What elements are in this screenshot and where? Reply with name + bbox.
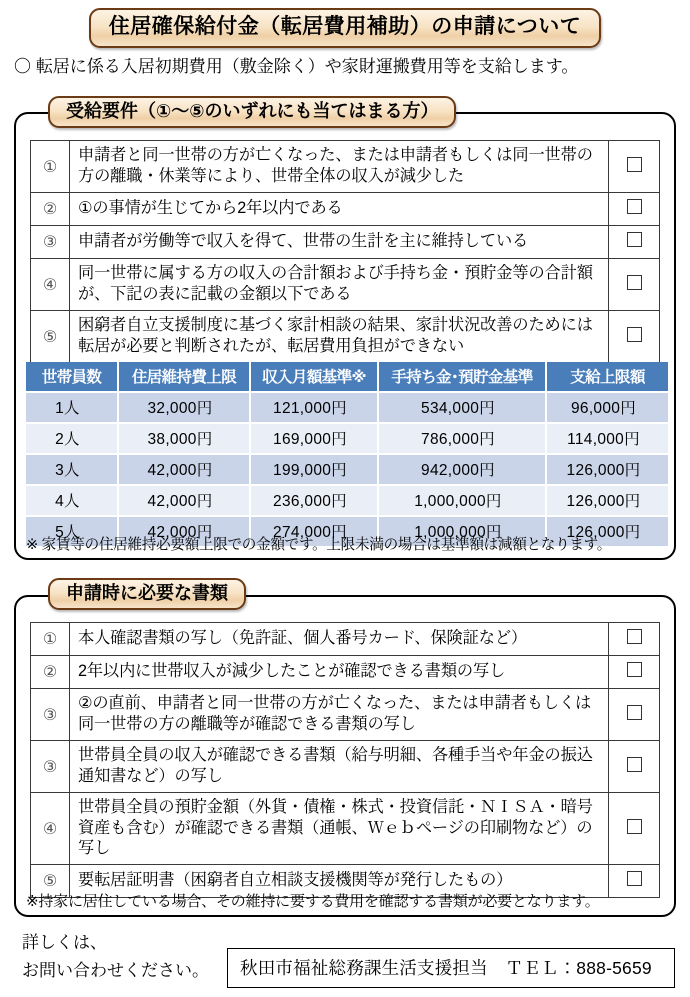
row-checkbox-cell[interactable] xyxy=(609,311,660,363)
cell-payment-cap: 126,000円 xyxy=(546,516,668,547)
row-checkbox-cell[interactable] xyxy=(609,259,660,311)
column-header: 収入月額基準※ xyxy=(250,362,378,392)
cell-household-size: 1人 xyxy=(26,392,118,423)
cell-housing-cap: 32,000円 xyxy=(118,392,250,423)
contact-prompt-line1: 詳しくは、 xyxy=(22,933,107,952)
row-text: 申請者と同一世帯の方が亡くなった、または申請者もしくは同一世帯の方の離職・休業等により、世帯全体の収入が減少した xyxy=(70,141,609,193)
column-header: 手持ち金･預貯金基準 xyxy=(378,362,546,392)
table-row xyxy=(31,141,660,193)
table-row xyxy=(31,741,660,793)
row-checkbox-cell[interactable] xyxy=(609,193,660,226)
checkbox-icon[interactable] xyxy=(627,157,642,172)
row-text: 2年以内に世帯収入が減少したことが確認できる書類の写し xyxy=(70,656,609,689)
table-row xyxy=(31,793,660,865)
column-header: 支給上限額 xyxy=(546,362,668,392)
checkbox-icon[interactable] xyxy=(627,871,642,886)
row-number: ③ xyxy=(31,689,70,741)
checkbox-icon[interactable] xyxy=(627,199,642,214)
cell-household-size: 3人 xyxy=(26,454,118,485)
cell-payment-cap: 126,000円 xyxy=(546,485,668,516)
cell-income-standard: 274,000円 xyxy=(250,516,378,547)
row-checkbox-cell[interactable] xyxy=(609,141,660,193)
cell-housing-cap: 38,000円 xyxy=(118,423,250,454)
row-number: ① xyxy=(31,141,70,193)
cell-housing-cap: 42,000円 xyxy=(118,454,250,485)
documents-section-label: 申請時に必要な書類 xyxy=(48,578,246,610)
checkbox-icon[interactable] xyxy=(627,819,642,834)
cell-income-standard: 169,000円 xyxy=(250,423,378,454)
row-number: ② xyxy=(31,193,70,226)
cell-household-size: 4人 xyxy=(26,485,118,516)
cell-savings-standard: 786,000円 xyxy=(378,423,546,454)
row-number: ③ xyxy=(31,741,70,793)
page-title-banner xyxy=(0,8,690,48)
cell-savings-standard: 534,000円 xyxy=(378,392,546,423)
table-row xyxy=(31,623,660,656)
intro-text: 〇 転居に係る入居初期費用（敷金除く）や家財運搬費用等を支給します。 xyxy=(14,57,579,76)
contact-info-box: 秋田市福祉総務課生活支援担当 ＴＥＬ：888-5659 xyxy=(227,948,675,988)
row-number: ① xyxy=(31,623,70,656)
row-number: ③ xyxy=(31,226,70,259)
row-text: 世帯員全員の預貯金額（外貨・債権・株式・投資信託・ＮＩＳＡ・暗号資産も含む）が確認できる書類（通帳、Ｗｅｂページの印刷物など）の写し xyxy=(70,793,609,865)
table-row xyxy=(26,454,668,485)
table-row xyxy=(31,259,660,311)
checkbox-icon[interactable] xyxy=(627,757,642,772)
column-header: 世帯員数 xyxy=(26,362,118,392)
row-text: ②の直前、申請者と同一世帯の方が亡くなった、または申請者もしくは同一世帯の方の離職等が確認できる書類の写し xyxy=(70,689,609,741)
cell-payment-cap: 126,000円 xyxy=(546,454,668,485)
checkbox-icon[interactable] xyxy=(627,629,642,644)
benefit-standards-table xyxy=(26,362,668,548)
row-number: ④ xyxy=(31,259,70,311)
row-text: 申請者が労働等で収入を得て、世帯の生計を主に維持している xyxy=(70,226,609,259)
row-checkbox-cell[interactable] xyxy=(609,623,660,656)
cell-household-size: 5人 xyxy=(26,516,118,547)
table-row xyxy=(31,311,660,363)
table-header-row xyxy=(26,362,668,392)
cell-savings-standard: 1,000,000円 xyxy=(378,516,546,547)
row-checkbox-cell[interactable] xyxy=(609,656,660,689)
cell-income-standard: 121,000円 xyxy=(250,392,378,423)
cell-savings-standard: 1,000,000円 xyxy=(378,485,546,516)
row-number: ⑤ xyxy=(31,865,70,898)
row-checkbox-cell[interactable] xyxy=(609,226,660,259)
checkbox-icon[interactable] xyxy=(627,705,642,720)
row-text: 本人確認書類の写し（免許証、個人番号カード、保険証など） xyxy=(70,623,609,656)
cell-income-standard: 199,000円 xyxy=(250,454,378,485)
row-text: 同一世帯に属する方の収入の合計額および手持ち金・預貯金等の合計額が、下記の表に記載の金額以下である xyxy=(70,259,609,311)
requirements-section-label: 受給要件（①～⑤のいずれにも当てはまる方） xyxy=(48,96,456,128)
cell-payment-cap: 96,000円 xyxy=(546,392,668,423)
table-row xyxy=(31,226,660,259)
row-checkbox-cell[interactable] xyxy=(609,689,660,741)
table-row xyxy=(31,656,660,689)
cell-income-standard: 236,000円 xyxy=(250,485,378,516)
table-row xyxy=(31,689,660,741)
row-text: 要転居証明書（困窮者自立相談支援機関等が発行したもの） xyxy=(70,865,609,898)
cell-payment-cap: 114,000円 xyxy=(546,423,668,454)
table-row xyxy=(31,193,660,226)
documents-note: ※持家に居住している場合、その維持に要する費用を確認する書類が必要となります。 xyxy=(26,893,600,910)
cell-household-size: 2人 xyxy=(26,423,118,454)
cell-savings-standard: 942,000円 xyxy=(378,454,546,485)
page-title: 住居確保給付金（転居費用補助）の申請について xyxy=(89,8,602,48)
row-number: ② xyxy=(31,656,70,689)
benefit-table-note: ※ 家賃等の住居維持必要額上限での金額です。上限未満の場合は基準額は減額となります。 xyxy=(26,537,612,553)
column-header: 住居維持費上限 xyxy=(118,362,250,392)
checkbox-icon[interactable] xyxy=(627,275,642,290)
contact-prompt-line2: お問い合わせください。 xyxy=(22,961,209,980)
checkbox-icon[interactable] xyxy=(627,662,642,677)
checkbox-icon[interactable] xyxy=(627,327,642,342)
row-checkbox-cell[interactable] xyxy=(609,741,660,793)
table-row xyxy=(26,423,668,454)
row-checkbox-cell[interactable] xyxy=(609,865,660,898)
cell-housing-cap: 42,000円 xyxy=(118,485,250,516)
checkbox-icon[interactable] xyxy=(627,232,642,247)
cell-housing-cap: 42,000円 xyxy=(118,516,250,547)
table-row xyxy=(26,392,668,423)
row-number: ④ xyxy=(31,793,70,865)
row-text: 世帯員全員の収入が確認できる書類（給与明細、各種手当や年金の振込通知書など）の写し xyxy=(70,741,609,793)
requirements-checklist xyxy=(30,140,660,363)
documents-checklist xyxy=(30,622,660,898)
row-number: ⑤ xyxy=(31,311,70,363)
row-text: ①の事情が生じてから2年以内である xyxy=(70,193,609,226)
row-text: 困窮者自立支援制度に基づく家計相談の結果、家計状況改善のためには転居が必要と判断されたが、転居費用負担ができない xyxy=(70,311,609,363)
row-checkbox-cell[interactable] xyxy=(609,793,660,865)
table-row xyxy=(26,485,668,516)
